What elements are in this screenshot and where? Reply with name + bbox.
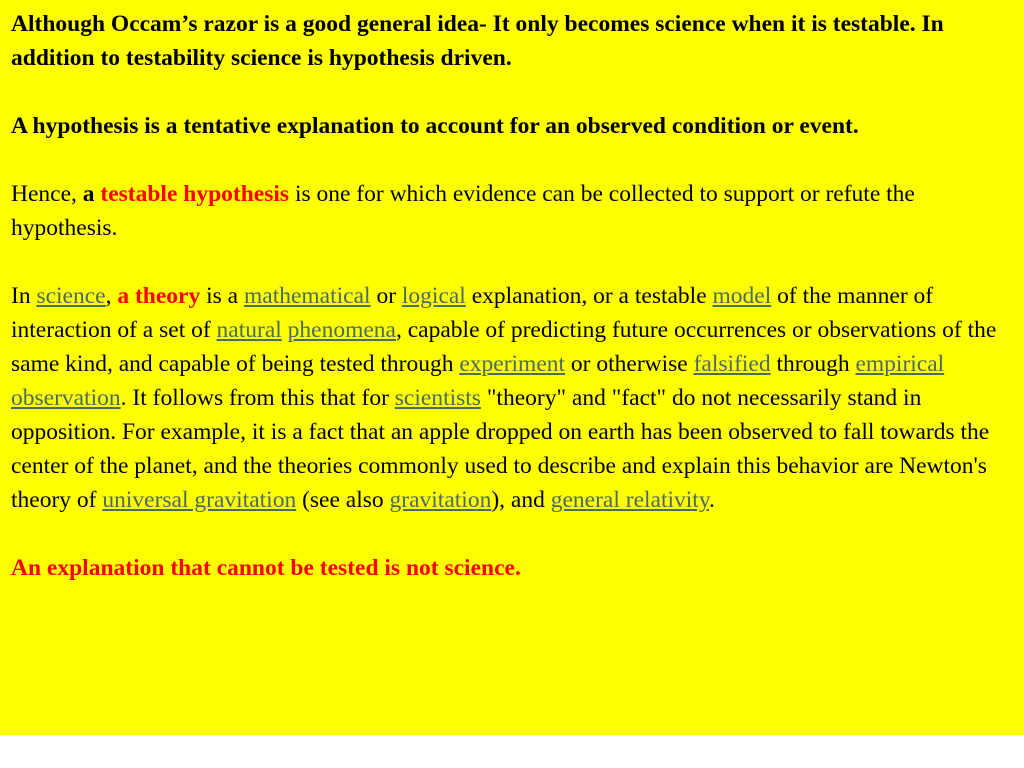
- text-segment: through: [770, 351, 856, 377]
- text-segment: is one for which evidence can be collected to support or refute the hypothesis.: [11, 181, 915, 241]
- text-segment: explanation, or a testable: [465, 283, 713, 309]
- link-natural[interactable]: natural: [216, 317, 282, 343]
- text-segment: , capable of predicting future occurrences or observations of the same kind, and capable of being tested through: [11, 317, 997, 377]
- conclusion-text: An explanation that cannot be tested is not science.: [11, 555, 521, 581]
- paragraph-occams-razor: [11, 7, 1014, 75]
- link-gravitation[interactable]: gravitation: [389, 487, 492, 513]
- link-experiment[interactable]: experiment: [459, 351, 566, 377]
- link-science[interactable]: science: [36, 283, 106, 309]
- paragraph-testable-hypothesis: [11, 177, 1014, 245]
- text-segment: ,: [105, 283, 118, 309]
- paragraph-hypothesis-definition: [11, 109, 1014, 143]
- link-scientists[interactable]: scientists: [394, 385, 481, 411]
- testable-hypothesis-term: testable hypothesis: [100, 181, 290, 207]
- occams-razor-text: Although Occam’s razor is a good general idea- It only becomes science when it is testable. In addition to testability science is hypothesis driven.: [11, 11, 944, 71]
- text-segment: "theory" and "fact" do not necessarily stand in opposition. For example, it is a fact that an apple dropped on earth has been observed to fall towards the center of the planet, and the theories commonly used to describe and explain this behavior are Newton's theory of: [11, 385, 990, 513]
- text-segment: In: [11, 283, 37, 309]
- link-falsified[interactable]: falsified: [693, 351, 771, 377]
- paragraph-conclusion: [11, 551, 1014, 585]
- link-model[interactable]: model: [712, 283, 772, 309]
- text-segment: a: [82, 181, 101, 207]
- link-phenomena[interactable]: phenomena: [287, 317, 396, 343]
- text-segment: . It follows from this that for: [120, 385, 395, 411]
- link-mathematical[interactable]: mathematical: [243, 283, 371, 309]
- link-empirical-observation[interactable]: empirical observation: [11, 351, 945, 411]
- text-segment: is a: [200, 283, 244, 309]
- a-theory-term: a theory: [117, 283, 201, 309]
- link-general-relativity[interactable]: general relativity: [550, 487, 710, 513]
- link-universal-gravitation[interactable]: universal gravitation: [102, 487, 297, 513]
- text-segment: or: [370, 283, 402, 309]
- text-segment: .: [709, 487, 715, 513]
- hypothesis-definition-text: A hypothesis is a tentative explanation to account for an observed condition or event.: [11, 113, 859, 139]
- text-segment: or otherwise: [565, 351, 694, 377]
- text-segment: (see also: [296, 487, 390, 513]
- link-logical[interactable]: logical: [401, 283, 466, 309]
- text-segment: Hence,: [11, 181, 83, 207]
- paragraph-theory-definition: [11, 279, 1014, 517]
- text-segment: ), and: [491, 487, 551, 513]
- text-segment: of the manner of interaction of a set of: [11, 283, 934, 343]
